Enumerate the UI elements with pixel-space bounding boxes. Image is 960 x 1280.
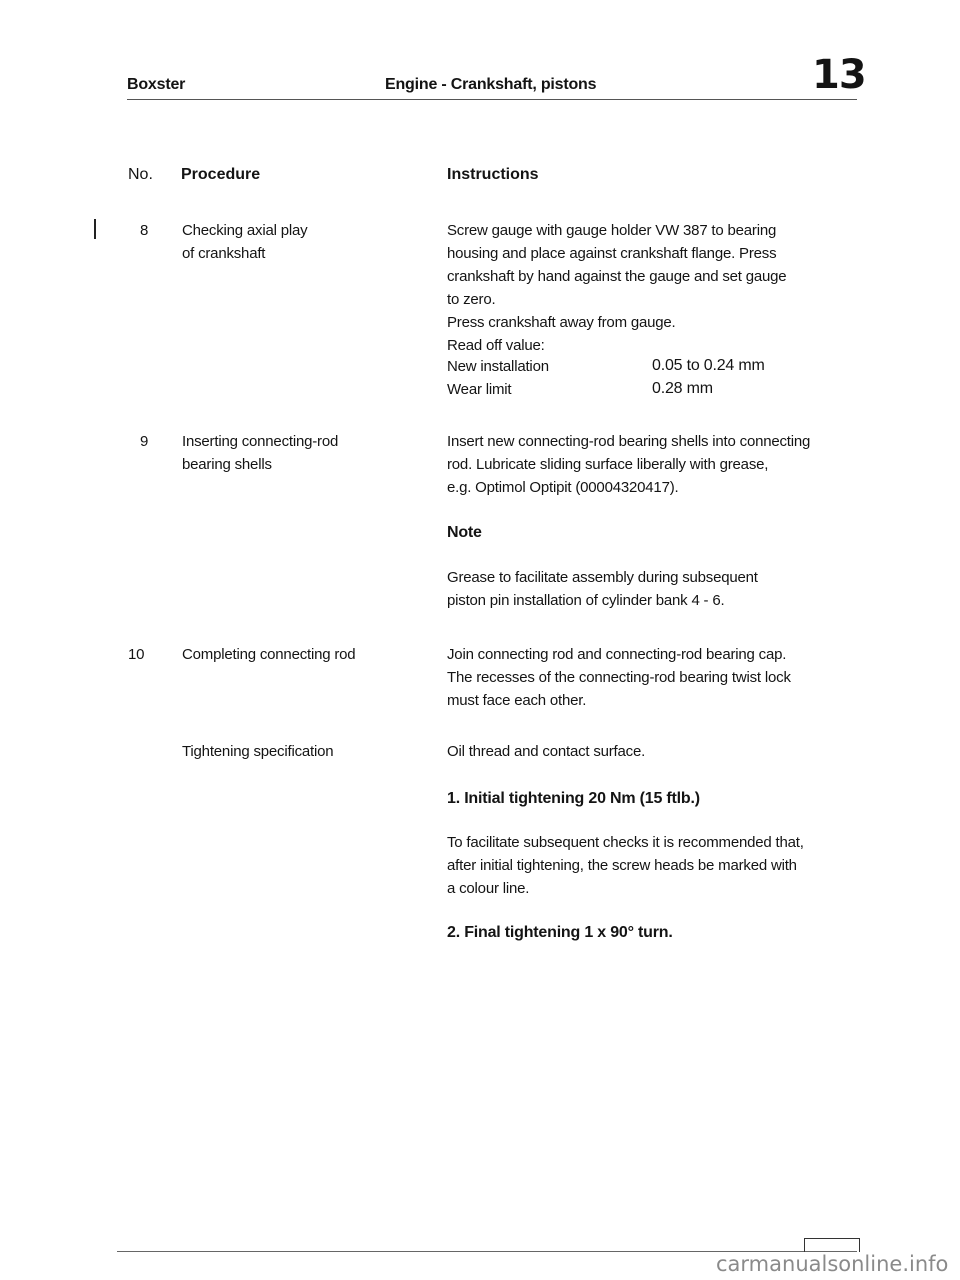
instruction-line: to zero.: [447, 291, 496, 308]
change-bar: [94, 219, 96, 239]
step-instructions: [447, 643, 791, 712]
procedure-line: Checking axial play: [182, 222, 308, 239]
tightening-procedure: Tightening specification: [182, 743, 334, 760]
tightening-final: 2. Final tightening 1 x 90° turn.: [447, 924, 673, 941]
check-line: To facilitate subsequent checks it is recommended that,: [447, 834, 804, 851]
instruction-line: must face each other.: [447, 692, 587, 709]
footer-watermark: carmanualsonline.info: [716, 1252, 949, 1276]
column-instructions: Instructions: [447, 166, 539, 183]
procedure-line: of crankshaft: [182, 245, 266, 262]
instruction-line: rod. Lubricate sliding surface liberally with grease,: [447, 456, 769, 473]
check-line: a colour line.: [447, 880, 530, 897]
instruction-line: Insert new connecting-rod bearing shells into connecting: [447, 433, 811, 450]
tightening-oil: Oil thread and contact surface.: [447, 743, 646, 760]
instruction-line: Read off value:: [447, 337, 545, 354]
footer-page-box: [804, 1238, 860, 1252]
step-procedure: Completing connecting rod: [182, 646, 356, 663]
value-wear-limit: 0.28 mm: [652, 380, 713, 397]
note-text: [447, 566, 758, 612]
header-section: Engine - Crankshaft, pistons: [385, 76, 597, 93]
step-instructions: [447, 430, 810, 499]
header-rule: [127, 99, 857, 100]
procedure-line: bearing shells: [182, 456, 272, 473]
procedure-line: Inserting connecting-rod: [182, 433, 339, 450]
step-number: 9: [140, 433, 149, 450]
note-line: piston pin installation of cylinder bank 4 - 6.: [447, 592, 725, 609]
note-line: Grease to facilitate assembly during subsequent: [447, 569, 758, 586]
instruction-line: housing and place against crankshaft flange. Press: [447, 245, 777, 262]
instruction-line: crankshaft by hand against the gauge and set gauge: [447, 268, 787, 285]
value-label-new-installation: New installation: [447, 358, 549, 375]
step-procedure: [182, 219, 307, 265]
column-no: No.: [128, 166, 153, 183]
instruction-line: e.g. Optimol Optipit (00004320417).: [447, 479, 679, 496]
tightening-check: [447, 831, 804, 900]
step-procedure: [182, 430, 338, 476]
step-number: 10: [128, 646, 145, 663]
instruction-line: The recesses of the connecting-rod bearing twist lock: [447, 669, 791, 686]
instruction-line: Join connecting rod and connecting-rod bearing cap.: [447, 646, 787, 663]
instruction-line: Screw gauge with gauge holder VW 387 to bearing: [447, 222, 777, 239]
chapter-number: 13: [812, 52, 866, 98]
step-number: 8: [140, 222, 149, 239]
instruction-line: Press crankshaft away from gauge.: [447, 314, 676, 331]
step-instructions: [447, 219, 786, 357]
value-label-wear-limit: Wear limit: [447, 381, 512, 398]
header-model: Boxster: [127, 76, 186, 93]
value-new-installation: 0.05 to 0.24 mm: [652, 357, 765, 374]
check-line: after initial tightening, the screw heads be marked with: [447, 857, 797, 874]
column-procedure: Procedure: [181, 166, 261, 183]
tightening-initial: 1. Initial tightening 20 Nm (15 ftlb.): [447, 790, 700, 807]
note-title: Note: [447, 524, 482, 541]
